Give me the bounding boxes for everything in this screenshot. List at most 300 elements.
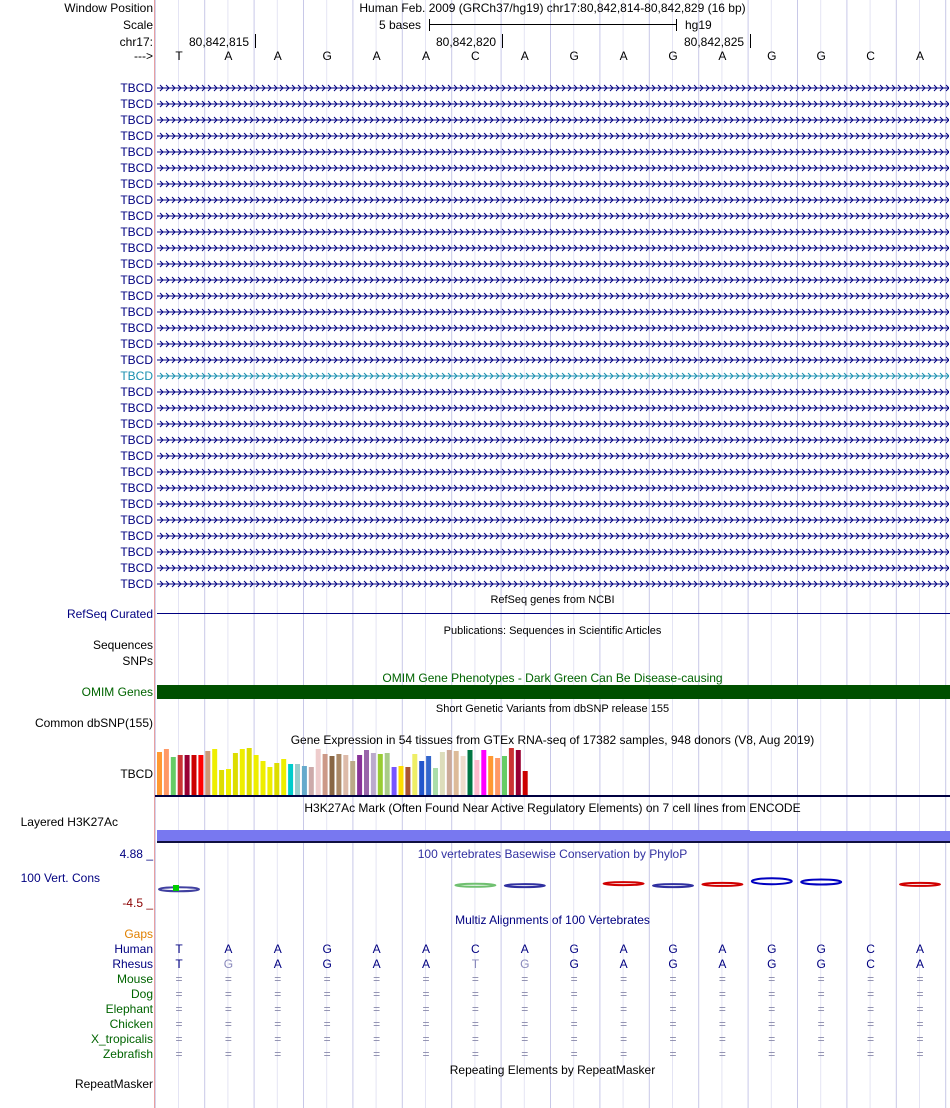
gene-line[interactable] [157, 305, 949, 319]
refseq-gene-line[interactable] [157, 613, 950, 614]
gtex-tissue-bar[interactable] [178, 755, 183, 795]
gene-line[interactable] [157, 545, 949, 559]
gtex-tissue-bar[interactable] [357, 755, 362, 795]
gene-label[interactable]: TBCD [120, 145, 153, 159]
gene-label[interactable]: TBCD [120, 273, 153, 287]
gene-label[interactable]: TBCD [120, 81, 153, 95]
alignment-gap-marker: = [323, 1002, 331, 1016]
gtex-tissue-bar[interactable] [309, 767, 314, 795]
phylop-mark [801, 880, 841, 885]
gene-label[interactable]: TBCD [120, 113, 153, 127]
gene-label[interactable]: TBCD [120, 561, 153, 575]
gene-line[interactable] [157, 177, 949, 191]
gene-label[interactable]: TBCD [120, 545, 153, 559]
alignment-gap-marker: = [817, 1002, 825, 1016]
alignment-gap-marker: = [373, 1032, 381, 1046]
gene-label[interactable]: TBCD [120, 161, 153, 175]
base-letter: G [816, 49, 826, 63]
alignment-base: A [273, 957, 282, 971]
gtex-tissue-bar[interactable] [323, 754, 328, 795]
gtex-tissue-bar[interactable] [412, 754, 417, 795]
gtex-tissue-bar[interactable] [261, 761, 266, 795]
alignment-gap-marker: = [373, 1002, 381, 1016]
alignment-gap-marker: = [768, 1032, 776, 1046]
h3k27ac-label[interactable]: Layered H3K27Ac [20, 815, 118, 829]
sequences-label[interactable]: Sequences [92, 638, 153, 652]
chrom-label: chr17: [119, 35, 153, 49]
alignment-gap-marker: = [422, 1002, 430, 1016]
alignment-base: A [915, 957, 924, 971]
alignment-gap-marker: = [373, 972, 381, 986]
base-letter: G [767, 49, 777, 63]
alignment-gap-marker: = [422, 1032, 430, 1046]
phylop-mark [702, 883, 742, 886]
gene-line[interactable] [157, 337, 949, 351]
species-label[interactable]: Dog [130, 987, 153, 1001]
gene-line[interactable] [157, 481, 949, 495]
alignment-gap-marker: = [916, 972, 924, 986]
alignment-gap-marker: = [570, 972, 578, 986]
scale-text: 5 bases [379, 18, 422, 32]
alignment-base: A [718, 942, 727, 956]
base-letter: G [569, 49, 579, 63]
alignment-gap-marker: = [224, 972, 232, 986]
alignment-gap-marker: = [422, 1017, 430, 1031]
gene-line[interactable] [157, 321, 949, 335]
repeatmasker-track-title: Repeating Elements by RepeatMasker [449, 1063, 656, 1077]
alignment-gap-marker: = [175, 1002, 183, 1016]
base-letter: A [224, 49, 233, 63]
alignment-gap-marker: = [570, 1002, 578, 1016]
gene-label[interactable]: TBCD [120, 337, 153, 351]
coord-label-1: 80,842,815 [189, 35, 250, 49]
gtex-tissue-bar[interactable] [502, 756, 507, 795]
gtex-tissue-bar[interactable] [385, 753, 390, 795]
gene-line[interactable] [157, 209, 949, 223]
alignment-gap-marker: = [916, 1002, 924, 1016]
gtex-tissue-bar[interactable] [302, 766, 307, 795]
alignment-base: A [421, 942, 430, 956]
gtex-bar-chart[interactable] [155, 747, 950, 797]
phylop-mark [900, 883, 940, 886]
gtex-tissue-bar[interactable] [288, 764, 293, 795]
base-letter: A [619, 49, 628, 63]
scale-db: hg19 [685, 18, 712, 32]
gtex-tissue-bar[interactable] [330, 756, 335, 795]
gtex-tissue-bar[interactable] [481, 750, 486, 795]
gtex-tissue-bar[interactable] [426, 756, 431, 795]
alignment-gap-marker: = [521, 972, 529, 986]
alignment-gap-marker: = [422, 1047, 430, 1061]
alignment-gap-marker: = [373, 1017, 381, 1031]
base-letter: G [668, 49, 678, 63]
gene-label[interactable]: TBCD [120, 417, 153, 431]
alignment-gap-marker: = [669, 1002, 677, 1016]
alignment-gap-marker: = [867, 987, 875, 1001]
gtex-tissue-bar[interactable] [185, 755, 190, 795]
gene-line[interactable] [157, 241, 949, 255]
alignment-gap-marker: = [224, 1047, 232, 1061]
alignment-gap-marker: = [620, 1002, 628, 1016]
phylop-mark [653, 884, 693, 887]
gene-label[interactable]: TBCD [120, 321, 153, 335]
scale-label: Scale [122, 18, 153, 32]
alignment-gap-marker: = [867, 1017, 875, 1031]
gene-label[interactable]: TBCD [120, 353, 153, 367]
alignment-gap-marker: = [867, 1047, 875, 1061]
base-letter: C [866, 49, 875, 63]
gene-label[interactable]: TBCD [120, 209, 153, 223]
alignment-base: G [223, 957, 234, 971]
gtex-tissue-bar[interactable] [371, 753, 376, 795]
alignment-base: A [718, 957, 727, 971]
alignment-base: A [915, 942, 924, 956]
gtex-tissue-bar[interactable] [267, 767, 272, 795]
alignment-gap-marker: = [817, 987, 825, 1001]
gene-line[interactable] [157, 129, 949, 143]
gene-label[interactable]: TBCD [120, 465, 153, 479]
species-label[interactable]: Human [114, 942, 153, 956]
gene-label[interactable]: TBCD [120, 401, 153, 415]
alignment-base: A [372, 957, 381, 971]
phylop-mark [505, 884, 545, 887]
alignment-gap-marker: = [620, 987, 628, 1001]
gtex-tissue-bar[interactable] [226, 769, 231, 795]
alignment-gap-marker: = [471, 1017, 479, 1031]
gtex-tissue-bar[interactable] [461, 756, 466, 795]
base-letter: A [915, 49, 924, 63]
alignment-gap-marker: = [916, 1047, 924, 1061]
publications-track-title: Publications: Sequences in Scientific Articles [443, 625, 662, 637]
alignment-gap-marker: = [867, 1032, 875, 1046]
gtex-tissue-bar[interactable] [205, 751, 210, 795]
assembly-title: Human Feb. 2009 (GRCh37/hg19) chr17:80,842,814-80,842,829 (16 bp) [359, 1, 746, 15]
alignment-gap-marker: = [718, 1047, 726, 1061]
alignment-base: A [619, 942, 628, 956]
gtex-tissue-bar[interactable] [212, 749, 217, 795]
gtex-tissue-bar[interactable] [364, 750, 369, 795]
gene-line[interactable] [157, 289, 949, 303]
alignment-gap-marker: = [620, 1017, 628, 1031]
gtex-tissue-bar[interactable] [316, 749, 321, 795]
gtex-tissue-bar[interactable] [240, 749, 245, 795]
species-label[interactable]: Elephant [105, 1002, 153, 1016]
gene-line[interactable] [157, 401, 949, 415]
gene-line[interactable] [157, 81, 949, 95]
alignment-base: A [273, 942, 282, 956]
gene-line[interactable] [157, 561, 949, 575]
species-label[interactable]: Mouse [116, 972, 153, 986]
alignment-gap-marker: = [768, 987, 776, 1001]
alignment-gap-marker: = [669, 987, 677, 1001]
gene-line[interactable] [157, 369, 949, 383]
species-label[interactable]: Zebrafish [102, 1047, 153, 1061]
gtex-tissue-bar[interactable] [192, 755, 197, 795]
alignment-gap-marker: = [224, 1032, 232, 1046]
gene-label[interactable]: TBCD [120, 225, 153, 239]
alignment-gap-marker: = [521, 1047, 529, 1061]
gtex-tissue-bar[interactable] [474, 760, 479, 795]
alignment-gap-marker: = [768, 972, 776, 986]
gene-line[interactable] [157, 353, 949, 367]
species-label[interactable]: Rhesus [112, 957, 153, 971]
gene-label[interactable]: TBCD [120, 305, 153, 319]
gtex-tissue-bar[interactable] [164, 749, 169, 795]
alignment-base: T [175, 957, 183, 971]
alignment-gap-marker: = [323, 1032, 331, 1046]
alignment-gap-marker: = [867, 972, 875, 986]
alignment-gap-marker: = [768, 1047, 776, 1061]
alignment-gap-marker: = [422, 972, 430, 986]
gtex-tissue-bar[interactable] [350, 761, 355, 795]
alignment-gap-marker: = [817, 972, 825, 986]
gtex-tissue-bar[interactable] [399, 766, 404, 795]
gtex-tissue-bar[interactable] [523, 771, 528, 795]
gene-label[interactable]: TBCD [120, 177, 153, 191]
gtex-tissue-bar[interactable] [419, 761, 424, 795]
gene-line[interactable] [157, 529, 949, 543]
gtex-tissue-bar[interactable] [157, 752, 162, 795]
alignment-base: A [520, 942, 529, 956]
alignment-gap-marker: = [916, 1017, 924, 1031]
alignment-base: G [322, 942, 332, 956]
alignment-gap-marker: = [768, 1017, 776, 1031]
scale-bar [429, 19, 677, 31]
base-letter: A [718, 49, 727, 63]
alignment-base: A [224, 942, 233, 956]
common-dbsnp-label[interactable]: Common dbSNP(155) [34, 716, 153, 730]
multiz-track-title: Multiz Alignments of 100 Vertebrates [455, 913, 650, 927]
gene-label[interactable]: TBCD [120, 497, 153, 511]
phylop-mark [604, 882, 644, 885]
gene-label[interactable]: TBCD [120, 433, 153, 447]
alignment-gap-marker: = [669, 1017, 677, 1031]
gene-label[interactable]: TBCD [120, 529, 153, 543]
alignment-gap-marker: = [817, 1047, 825, 1061]
alignment-gap-marker: = [373, 1047, 381, 1061]
gene-line[interactable] [157, 465, 949, 479]
alignment-gap-marker: = [224, 987, 232, 1001]
gtex-tissue-bar[interactable] [171, 757, 176, 795]
alignment-gap-marker: = [175, 972, 183, 986]
gene-line[interactable] [157, 273, 949, 287]
gene-label[interactable]: TBCD [120, 241, 153, 255]
gtex-tissue-bar[interactable] [343, 755, 348, 795]
gtex-tissue-bar[interactable] [198, 755, 203, 795]
phylop-mark [752, 878, 792, 884]
phylop-track-title: 100 vertebrates Basewise Conservation by PhyloP [417, 847, 688, 861]
alignment-gap-marker: = [768, 1002, 776, 1016]
gene-line[interactable] [157, 577, 949, 591]
alignment-gap-marker: = [817, 1032, 825, 1046]
alignment-gap-marker: = [570, 1047, 578, 1061]
gtex-tissue-bar[interactable] [247, 748, 252, 795]
gtex-tissue-bar[interactable] [468, 750, 473, 795]
alignment-base: G [816, 957, 826, 971]
coord-tick-3 [750, 34, 751, 48]
alignment-gap-marker: = [471, 972, 479, 986]
alignment-base: G [816, 942, 826, 956]
gene-line[interactable] [157, 385, 949, 399]
gene-line[interactable] [157, 433, 949, 447]
alignment-gap-marker: = [175, 1017, 183, 1031]
alignment-gap-marker: = [224, 1017, 232, 1031]
alignment-base: G [520, 957, 530, 971]
gene-label[interactable]: TBCD [120, 97, 153, 111]
alignment-gap-marker: = [718, 1017, 726, 1031]
gtex-tissue-bar[interactable] [488, 756, 493, 795]
cons-min-label: -4.5 _ [122, 896, 153, 910]
alignment-gap-marker: = [323, 1047, 331, 1061]
base-letter: A [421, 49, 430, 63]
gtex-tissue-bar[interactable] [454, 751, 459, 795]
alignment-gap-marker: = [224, 1002, 232, 1016]
alignment-gap-marker: = [669, 972, 677, 986]
refseq-label[interactable]: RefSeq Curated [66, 607, 153, 621]
alignment-gap-marker: = [274, 972, 282, 986]
alignment-gap-marker: = [570, 1017, 578, 1031]
gtex-tissue-bar[interactable] [405, 767, 410, 795]
gtex-tissue-bar[interactable] [495, 758, 500, 795]
gene-line[interactable] [157, 497, 949, 511]
gene-line[interactable] [157, 449, 949, 463]
base-letter: C [471, 49, 480, 63]
repeatmasker-label[interactable]: RepeatMasker [74, 1077, 153, 1091]
h3k27ac-signal[interactable] [157, 831, 950, 841]
base-letter: A [372, 49, 381, 63]
alignment-base: G [767, 942, 777, 956]
alignment-gap-marker: = [175, 987, 183, 1001]
gene-line[interactable] [157, 97, 949, 111]
alignment-base: G [668, 942, 678, 956]
coord-tick-2 [502, 34, 503, 48]
track-labels-column [0, 0, 153, 1108]
gene-label[interactable]: TBCD [120, 577, 153, 591]
alignment-gap-marker: = [620, 972, 628, 986]
alignment-base: C [866, 957, 875, 971]
base-letter: A [520, 49, 529, 63]
track-image-panel[interactable] [155, 0, 950, 1108]
gtex-tissue-bar[interactable] [516, 750, 521, 795]
dbsnp-track-title: Short Genetic Variants from dbSNP release 155 [435, 703, 670, 715]
gtex-tissue-bar[interactable] [281, 759, 286, 795]
alignment-gap-marker: = [669, 1032, 677, 1046]
gene-line[interactable] [157, 513, 949, 527]
alignment-gap-marker: = [669, 1047, 677, 1061]
gene-label[interactable]: TBCD [120, 193, 153, 207]
gtex-tissue-bar[interactable] [233, 753, 238, 795]
gene-label[interactable]: TBCD [120, 289, 153, 303]
species-label[interactable]: X_tropicalis [90, 1032, 153, 1046]
gtex-tissue-bar[interactable] [509, 748, 514, 795]
gene-label[interactable]: TBCD [120, 385, 153, 399]
gene-line[interactable] [157, 257, 949, 271]
alignment-gap-marker: = [323, 1017, 331, 1031]
gene-label[interactable]: TBCD [120, 481, 153, 495]
omim-label[interactable]: OMIM Genes [81, 685, 153, 699]
alignment-gap-marker: = [373, 987, 381, 1001]
cons-max-label: 4.88 _ [119, 847, 153, 861]
phylop-signal[interactable] [155, 872, 950, 902]
alignment-gap-marker: = [521, 1002, 529, 1016]
gene-label[interactable]: TBCD [120, 369, 153, 383]
alignment-gap-marker: = [274, 1017, 282, 1031]
gtex-gene-label[interactable]: TBCD [120, 767, 153, 781]
alignment-base: A [372, 942, 381, 956]
alignment-gap-marker: = [916, 987, 924, 1001]
gtex-tissue-bar[interactable] [378, 754, 383, 795]
alignment-gap-marker: = [471, 1047, 479, 1061]
gene-label[interactable]: TBCD [120, 257, 153, 271]
alignment-gap-marker: = [718, 972, 726, 986]
alignment-gap-marker: = [718, 1032, 726, 1046]
gtex-tissue-bar[interactable] [295, 764, 300, 795]
gene-label[interactable]: TBCD [120, 449, 153, 463]
phylop-mark [455, 884, 495, 887]
gene-line[interactable] [157, 145, 949, 159]
alignment-gap-marker: = [620, 1047, 628, 1061]
cons-label[interactable]: 100 Vert. Cons [20, 871, 100, 885]
omim-gene-bar[interactable] [157, 685, 950, 699]
gtex-tissue-bar[interactable] [254, 755, 259, 795]
gene-line[interactable] [157, 193, 949, 207]
gene-label[interactable]: TBCD [120, 513, 153, 527]
gene-line[interactable] [157, 417, 949, 431]
gene-line[interactable] [157, 113, 949, 127]
alignment-gap-marker: = [422, 987, 430, 1001]
alignment-gap-marker: = [570, 1032, 578, 1046]
alignment-base: C [866, 942, 875, 956]
window-position-label: Window Position [64, 1, 153, 15]
gtex-tissue-bar[interactable] [392, 767, 397, 795]
alignment-base: G [668, 957, 678, 971]
strand-label: ---> [134, 49, 153, 63]
gtex-tissue-bar[interactable] [219, 770, 224, 795]
phylop-highlight-mark [173, 885, 179, 891]
gtex-tissue-bar[interactable] [447, 750, 452, 795]
gaps-label[interactable]: Gaps [124, 927, 153, 941]
alignment-gap-marker: = [175, 1032, 183, 1046]
base-letter: A [273, 49, 282, 63]
alignment-base: T [471, 957, 480, 971]
alignment-gap-marker: = [274, 1032, 282, 1046]
gtex-tissue-bar[interactable] [433, 768, 438, 795]
coord-label-3: 80,842,825 [684, 35, 745, 49]
alignment-gap-marker: = [274, 987, 282, 1001]
alignment-gap-marker: = [867, 1002, 875, 1016]
h3k27ac-baseline [157, 841, 950, 843]
base-letter: G [322, 49, 332, 63]
alignment-gap-marker: = [471, 987, 479, 1001]
gene-label[interactable]: TBCD [120, 129, 153, 143]
alignment-gap-marker: = [323, 972, 331, 986]
alignment-gap-marker: = [916, 1032, 924, 1046]
alignment-base: A [421, 957, 430, 971]
gene-line[interactable] [157, 225, 949, 239]
gtex-tissue-bar[interactable] [336, 754, 341, 795]
omim-track-title: OMIM Gene Phenotypes - Dark Green Can Be Disease-causing [382, 671, 723, 685]
alignment-gap-marker: = [274, 1047, 282, 1061]
alignment-gap-marker: = [274, 1002, 282, 1016]
snps-label[interactable]: SNPs [122, 654, 153, 668]
alignment-base: C [471, 942, 480, 956]
alignment-gap-marker: = [570, 987, 578, 1001]
gene-line[interactable] [157, 161, 949, 175]
gtex-tissue-bar[interactable] [440, 752, 445, 795]
species-label[interactable]: Chicken [109, 1017, 153, 1031]
gtex-track-title: Gene Expression in 54 tissues from GTEx RNA-seq of 17382 samples, 948 donors (V8, Aug 2019) [290, 733, 815, 747]
gtex-tissue-bar[interactable] [274, 763, 279, 795]
